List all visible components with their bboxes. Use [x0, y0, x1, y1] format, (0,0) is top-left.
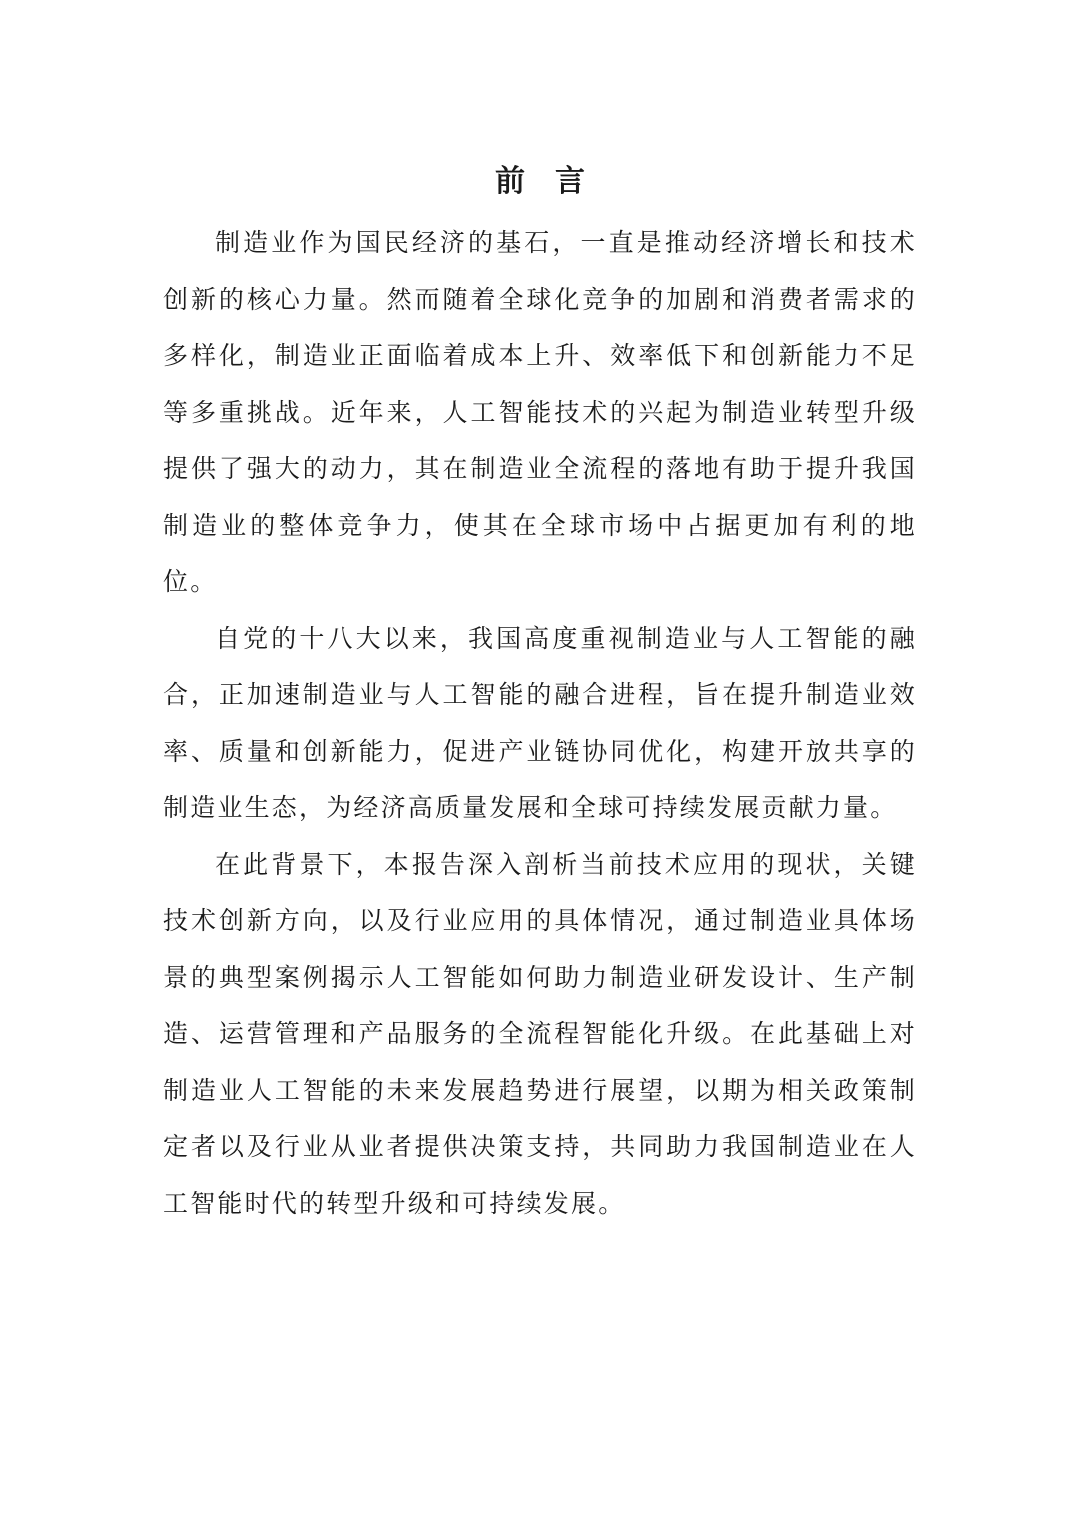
- paragraph-2: 自党的十八大以来，我国高度重视制造业与人工智能的融合，正加速制造业与人工智能的融合进程，旨在提升制造业效率、质量和创新能力，促进产业链协同优化，构建开放共享的制造业生态，为经济高质量发展和全球可持续发展贡献力量。: [163, 623, 917, 822]
- preface-body: [163, 215, 917, 1232]
- paragraph-3: 在此背景下，本报告深入剖析当前技术应用的现状，关键技术创新方向，以及行业应用的具体情况，通过制造业具体场景的典型案例揭示人工智能如何助力制造业研发设计、生产制造、运营管理和产品服务的全流程智能化升级。在此基础上对制造业人工智能的未来发展趋势进行展望，以期为相关政策制定者以及行业从业者提供决策支持，共同助力我国制造业在人工智能时代的转型升级和可持续发展。: [163, 849, 917, 1218]
- page-title: 前言: [495, 164, 615, 199]
- paragraph-1: 制造业作为国民经济的基石，一直是推动经济增长和技术创新的核心力量。然而随着全球化竞争的加剧和消费者需求的多样化，制造业正面临着成本上升、效率低下和创新能力不足等多重挑战。近年来，人工智能技术的兴起为制造业转型升级提供了强大的动力，其在制造业全流程的落地有助于提升我国制造业的整体竞争力，使其在全球市场中占据更加有利的地位。: [163, 228, 917, 596]
